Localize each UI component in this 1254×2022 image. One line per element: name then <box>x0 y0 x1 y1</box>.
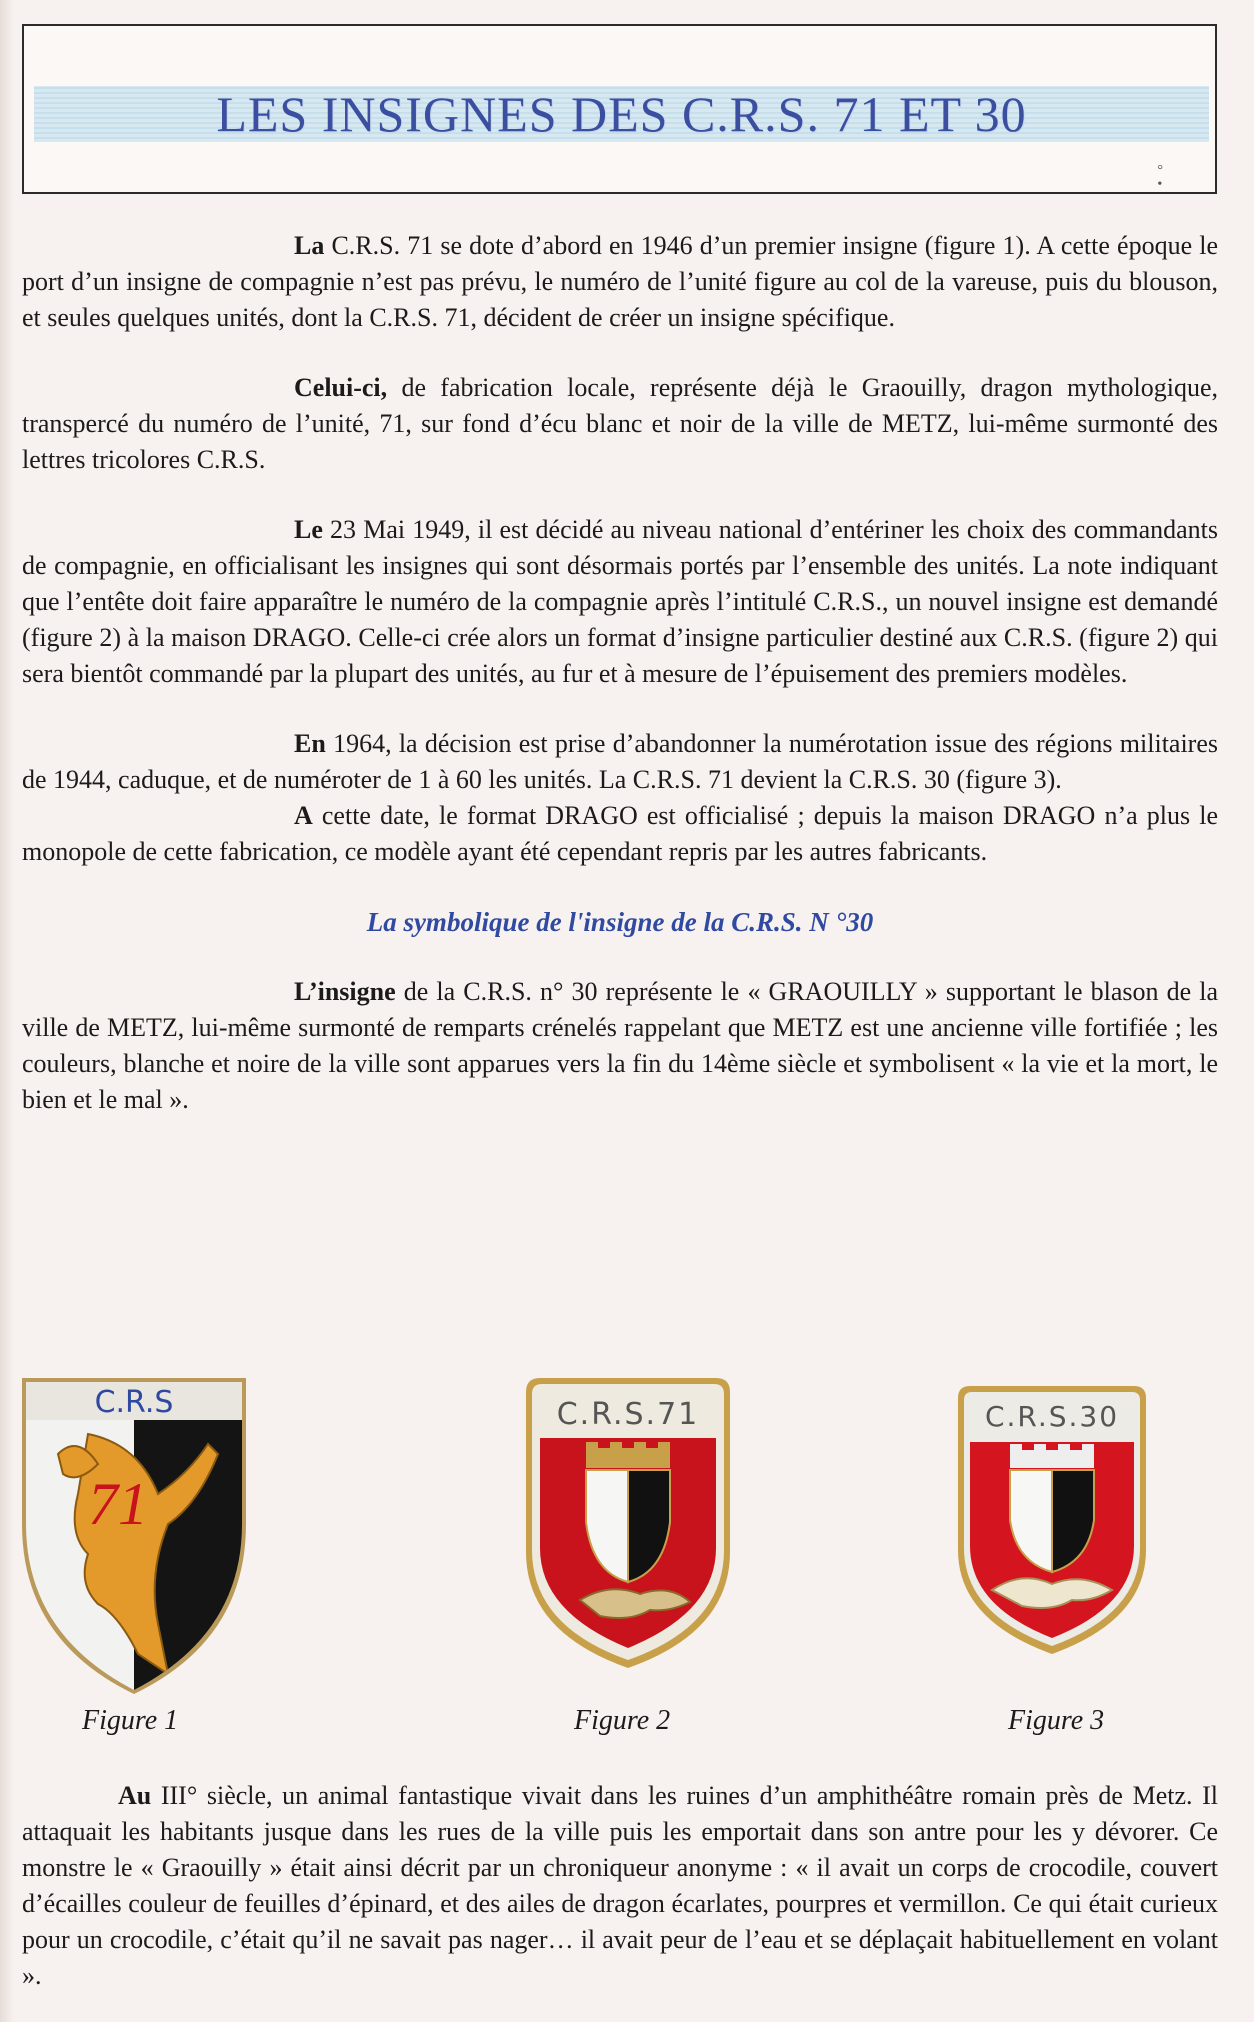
figure-2-caption: Figure 2 <box>574 1705 671 1736</box>
paragraph-2: Celui-ci, de fabrication locale, représente déjà le Graouilly, dragon mythologique, transpercé du numéro de l’unité, 71, sur fond d’écu blanc et noir de la ville de METZ, lui-même surmonté des lettres tricolores C.R.S. <box>22 373 1218 474</box>
article-body <box>22 228 1218 1152</box>
closing-body <box>22 1778 1218 1994</box>
paragraph-5: A cette date, le format DRAGO est officialisé ; depuis la maison DRAGO n’a plus le monopole de cette fabrication, ce modèle ayant été cependant repris par les autres fabricants. <box>22 801 1218 866</box>
figure-1-header: C.R.S <box>94 1385 174 1420</box>
paragraph-7: Au III° siècle, un animal fantastique vivait dans les ruines d’un amphithéâtre romain près de Metz. Il attaquait les habitants jusque dans les rues de la ville puis les emportait dans son antre pour les y dévorer. Ce monstre le « Graouilly » était ainsi décrit par un chroniqueur anonyme : « il avait un corps de crocodile, couvert d’écailles couleur de feuilles d’épinard, et des ailes de dragon écarlates, pourpres et vermillon. Ce qui était curieux pour un crocodile, c’était qu’il ne savait pas nager… il avait peur de l’eau et se déplaçait habituellement en volant ». <box>22 1781 1218 1990</box>
figure-3-caption: Figure 3 <box>1008 1705 1105 1736</box>
paragraph-4: En 1964, la décision est prise d’abandonner la numérotation issue des régions militaires de 1944, caduque, et de numéroter de 1 à 60 les unités. La C.R.S. 71 devient la C.R.S. 30 (figure 3). <box>22 729 1218 794</box>
paragraph-6: L’insigne de la C.R.S. n° 30 représente le « GRAOUILLY » supportant le blason de la ville de METZ, lui-même surmonté de remparts crénelés rappelant que METZ est une ancienne ville fortifiée ; les couleurs, blanche et noire de la ville sont apparues vers la fin du 14ème siècle et symbolisent « la vie et la mort, le bien et le mal ». <box>22 977 1218 1114</box>
figure-2-header: C.R.S.71 <box>556 1397 700 1432</box>
page-edge <box>0 0 14 2022</box>
section-subtitle: La symbolique de l'insigne de la C.R.S. N °30 <box>366 907 874 937</box>
paragraph-1: La C.R.S. 71 se dote d’abord en 1946 d’un premier insigne (figure 1). A cette époque le port d’un insigne de compagnie n’est pas prévu, le numéro de l’unité figure au col de la vareuse, puis du blouson, et seules quelques unités, dont la C.R.S. 71, décident de créer un insigne spécifique. <box>22 231 1218 332</box>
paragraph-3: Le 23 Mai 1949, il est décidé au niveau national d’entériner les choix des commandants de compagnie, en officialisant les insignes qui sont désormais portés par l’ensemble des unités. La note indiquant que l’entête doit faire apparaître le numéro de la compagnie après l’intitulé C.R.S., un nouvel insigne est demandé (figure 2) à la maison DRAGO. Celle-ci crée alors un format d’insigne particulier destiné aux C.R.S. (figure 2) qui sera bientôt commandé par la plupart des unités, au fur et à mesure de l’épuisement des premiers modèles. <box>22 515 1218 688</box>
figure-1-number: 71 <box>88 1471 148 1537</box>
title-box <box>22 24 1217 194</box>
figure-3-header: C.R.S.30 <box>984 1400 1120 1433</box>
figure-2-badge <box>520 1372 736 1672</box>
figure-1-badge <box>18 1374 250 1696</box>
title-band <box>34 86 1209 142</box>
page-title: LES INSIGNES DES C.R.S. 71 ET 30 <box>216 86 1027 142</box>
stray-marks: ° • <box>1157 163 1163 192</box>
figure-1-caption: Figure 1 <box>82 1705 179 1736</box>
figure-3-badge <box>952 1380 1152 1658</box>
